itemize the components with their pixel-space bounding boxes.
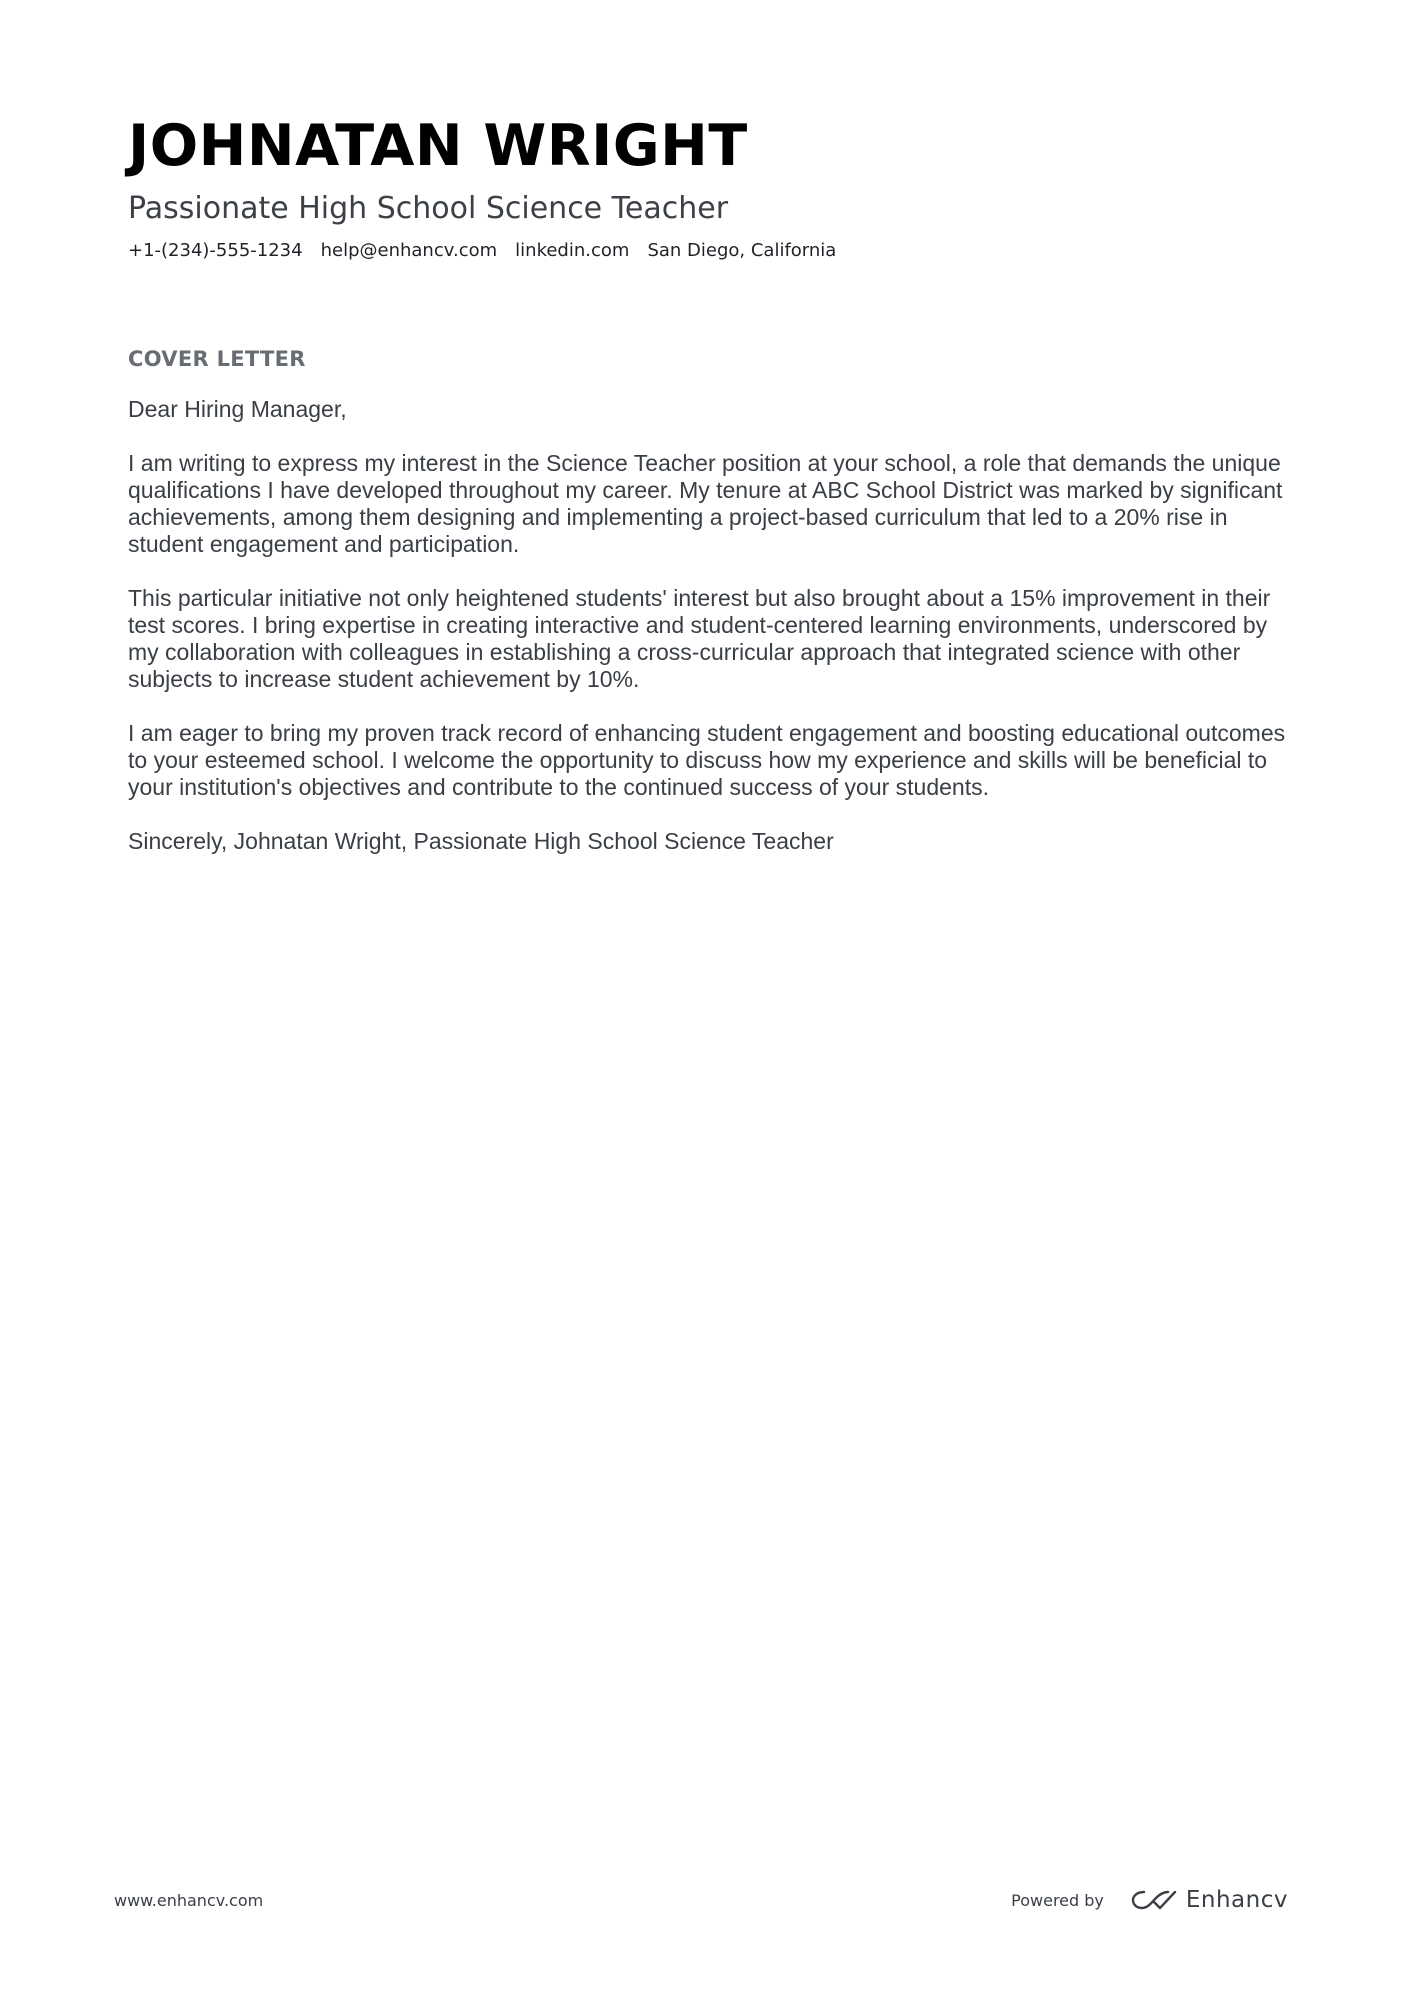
contact-phone: +1-(234)-555-1234 [128,240,303,261]
enhancv-logo-icon [1130,1888,1178,1912]
letter-content [128,344,1300,855]
letter-paragraph: I am writing to express my interest in the Science Teacher position at your school, a role that demands the unique qualifications I have developed throughout my career. My tenure at ABC School District was marked by significant achievements, among them designing and implementing a project-based curriculum that led to a 20% rise in student engagement and participation. [128,450,1283,557]
contact-info [128,238,1288,264]
contact-email: help@enhancv.com [320,240,498,261]
contact-location: San Diego, California [647,240,837,261]
letter-signoff: Sincerely, Johnatan Wright, Passionate High School Science Teacher [128,828,834,854]
contact-linkedin: linkedin.com [515,240,630,261]
powered-by-label: Powered by [1011,1890,1104,1910]
powered-by [1011,1887,1288,1913]
letter-paragraph: I am eager to bring my proven track record of enhancing student engagement and boosting educational outcomes to your esteemed school. I welcome the opportunity to discuss how my experience and skills will be beneficial to your institution's objectives and contribute to the continued success of your students. [128,720,1286,800]
candidate-title: Passionate High School Science Teacher [128,191,729,226]
enhancv-brand-name: Enhancv [1185,1887,1288,1913]
footer [114,1880,1288,1920]
section-title: COVER LETTER [128,347,306,371]
letter-greeting: Dear Hiring Manager, [128,396,347,422]
candidate-name: JOHNATAN WRIGHT [128,113,748,179]
footer-url[interactable]: www.enhancv.com [114,1890,264,1910]
header [128,112,1288,264]
letter-paragraph: This particular initiative not only heightened students' interest but also brought about a 15% improvement in their test scores. I bring expertise in creating interactive and student-centered learning environments, underscored by my collaboration with colleagues in establishing a cross-curricular approach that integrated science with other subjects to increase student achievement by 10%. [128,585,1271,692]
